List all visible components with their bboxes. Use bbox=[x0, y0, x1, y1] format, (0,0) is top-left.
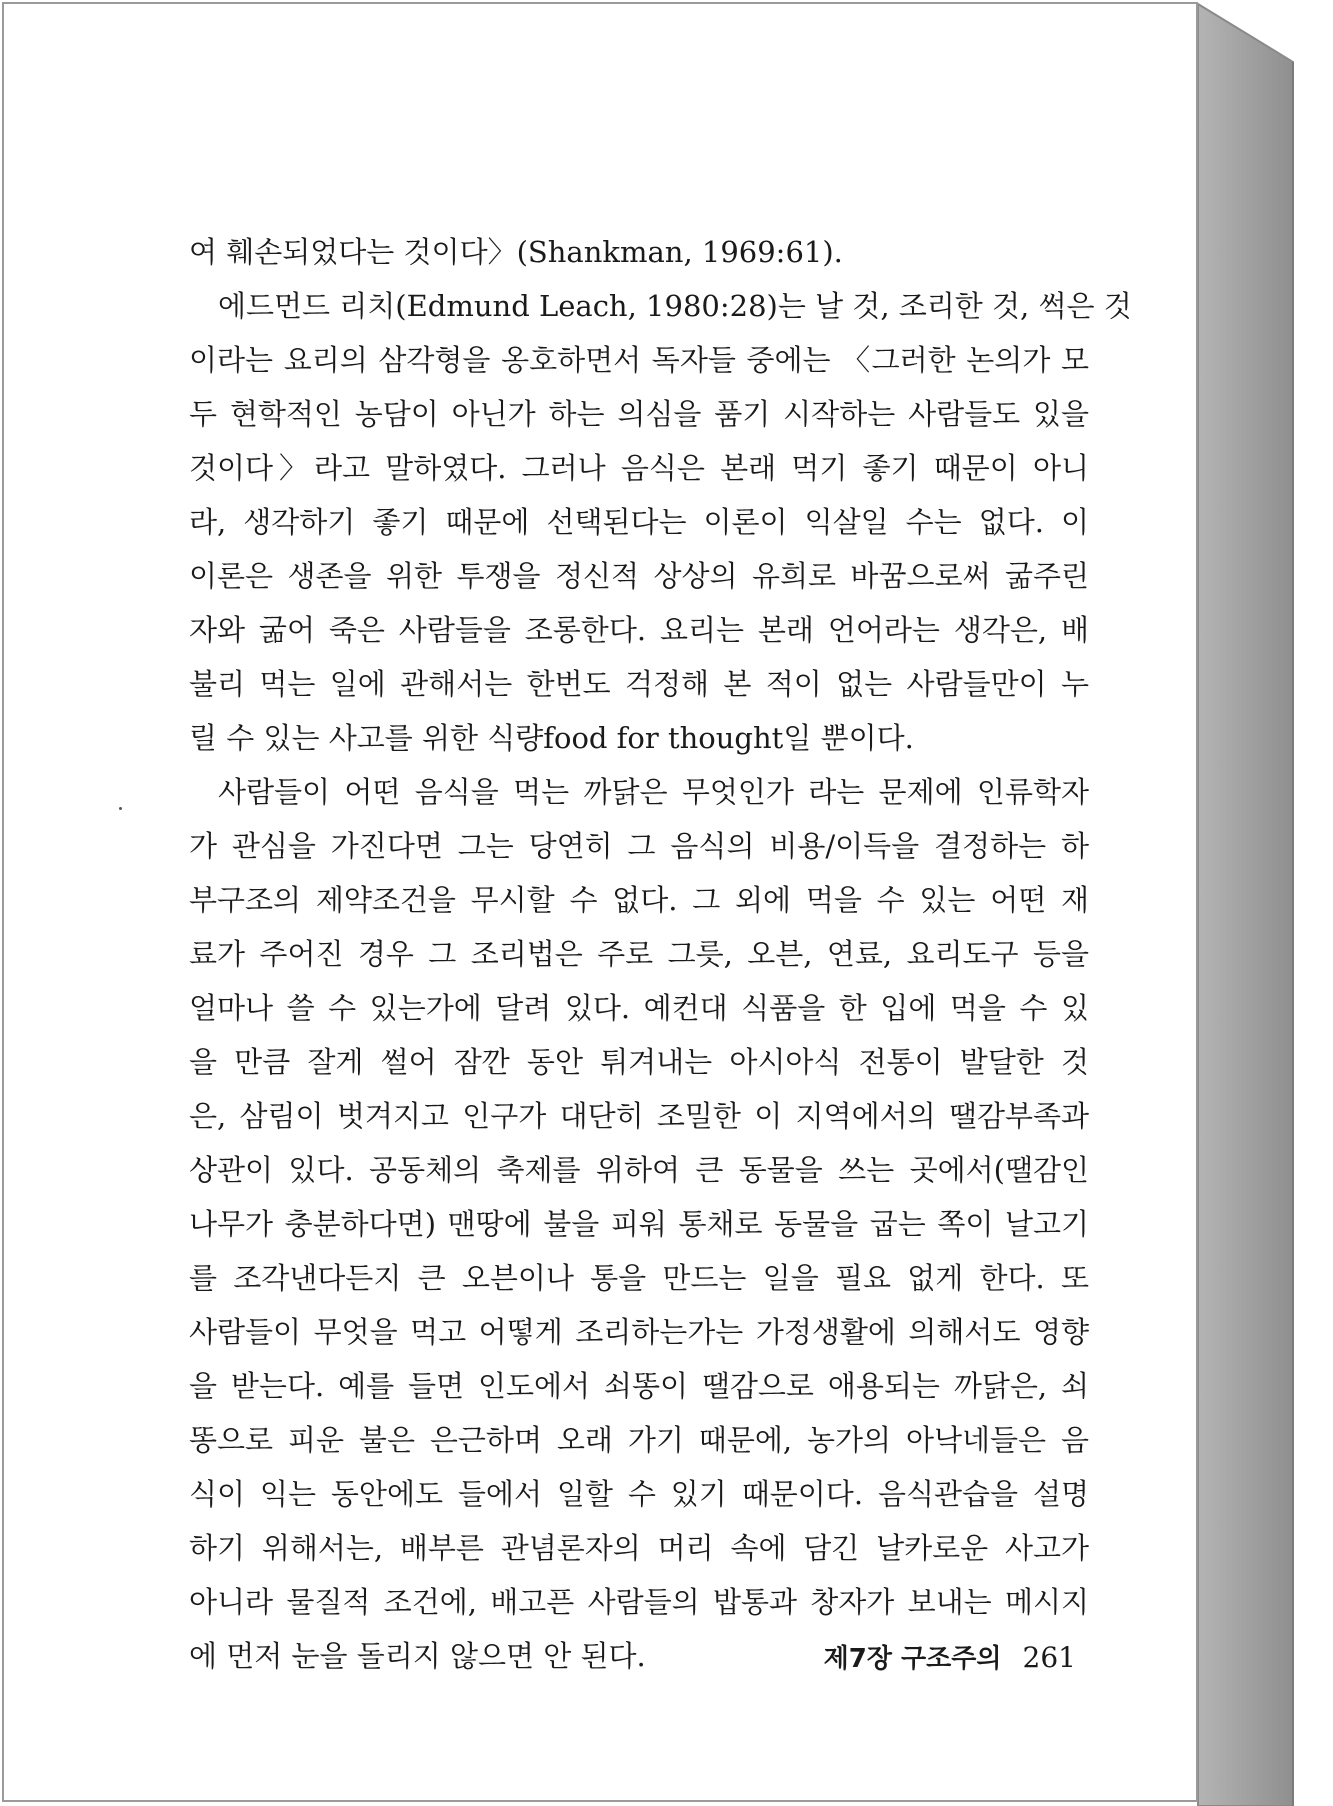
text-line: 얼마나 쓸 수 있는가에 달려 있다. 예컨대 식품을 한 입에 먹을 수 있 bbox=[189, 991, 1089, 1025]
text-line: 에 먼저 눈을 돌리지 않으면 안 된다. bbox=[189, 1639, 646, 1673]
text-line: 사람들이 어떤 음식을 먹는 까닭은 무엇인가 라는 문제에 인류학자 bbox=[218, 775, 1089, 809]
text-line: 을 받는다. 예를 들면 인도에서 쇠똥이 땔감으로 애용되는 까닭은, 쇠 bbox=[189, 1369, 1089, 1403]
text-line: 상관이 있다. 공동체의 축제를 위하여 큰 동물을 쓰는 곳에서(땔감인 bbox=[189, 1153, 1089, 1187]
page bbox=[2, 2, 1198, 1802]
text-line: 하기 위해서는, 배부른 관념론자의 머리 속에 담긴 날카로운 사고가 bbox=[189, 1531, 1089, 1565]
page-number: 261 bbox=[1022, 1641, 1076, 1674]
text-line: 자와 굶어 죽은 사람들을 조롱한다. 요리는 본래 언어라는 생각은, 배 bbox=[189, 613, 1089, 647]
text-line: 아니라 물질적 조건에, 배고픈 사람들의 밥통과 창자가 보내는 메시지 bbox=[189, 1585, 1089, 1619]
text-line: 똥으로 피운 불은 은근하며 오래 가기 때문에, 농가의 아낙네들은 음 bbox=[189, 1423, 1089, 1457]
text-line: 식이 익는 동안에도 들에서 일할 수 있기 때문이다. 음식관습을 설명 bbox=[189, 1477, 1089, 1511]
text-line: 이라는 요리의 삼각형을 옹호하면서 독자들 중에는 〈그러한 논의가 모 bbox=[189, 343, 1089, 377]
page-footer bbox=[824, 1638, 1076, 1675]
text-line: 부구조의 제약조건을 무시할 수 없다. 그 외에 먹을 수 있는 어떤 재 bbox=[189, 883, 1089, 917]
text-line: 를 조각낸다든지 큰 오븐이나 통을 만드는 일을 필요 없게 한다. 또 bbox=[189, 1261, 1089, 1295]
text-line: 을 만큼 잘게 썰어 잠깐 동안 튀겨내는 아시아식 전통이 발달한 것 bbox=[189, 1045, 1089, 1079]
scan-speck bbox=[119, 807, 122, 810]
text-line: 릴 수 있는 사고를 위한 식량food for thought일 뿐이다. bbox=[189, 721, 914, 755]
text-line: 가 관심을 가진다면 그는 당연히 그 음식의 비용/이득을 결정하는 하 bbox=[189, 829, 1089, 863]
text-line: 사람들이 무엇을 먹고 어떻게 조리하는가는 가정생활에 의해서도 영향 bbox=[189, 1315, 1089, 1349]
text-line: 에드먼드 리치(Edmund Leach, 1980:28)는 날 것, 조리한 것, 썩은 것 bbox=[218, 289, 1132, 323]
body-text bbox=[189, 225, 1132, 1683]
text-line: 료가 주어진 경우 그 조리법은 주로 그릇, 오븐, 연료, 요리도구 등을 bbox=[189, 937, 1089, 971]
text-line: 여 훼손되었다는 것이다〉(Shankman, 1969:61). bbox=[189, 235, 843, 269]
text-line: 것이다〉라고 말하였다. 그러나 음식은 본래 먹기 좋기 때문이 아니 bbox=[189, 451, 1089, 485]
text-line: 이론은 생존을 위한 투쟁을 정신적 상상의 유희로 바꿈으로써 굶주린 bbox=[189, 559, 1089, 593]
text-line: 은, 삼림이 벗겨지고 인구가 대단히 조밀한 이 지역에서의 땔감부족과 bbox=[189, 1099, 1089, 1133]
text-line: 불리 먹는 일에 관해서는 한번도 걱정해 본 적이 없는 사람들만이 누 bbox=[189, 667, 1089, 701]
text-line: 라, 생각하기 좋기 때문에 선택된다는 이론이 익살일 수는 없다. 이 bbox=[189, 505, 1089, 539]
text-line: 두 현학적인 농담이 아닌가 하는 의심을 품기 시작하는 사람들도 있을 bbox=[189, 397, 1089, 431]
text-line: 나무가 충분하다면) 맨땅에 불을 피워 통채로 동물을 굽는 쪽이 날고기 bbox=[189, 1207, 1089, 1241]
chapter-title: 제7장 구조주의 bbox=[823, 1644, 1002, 1674]
